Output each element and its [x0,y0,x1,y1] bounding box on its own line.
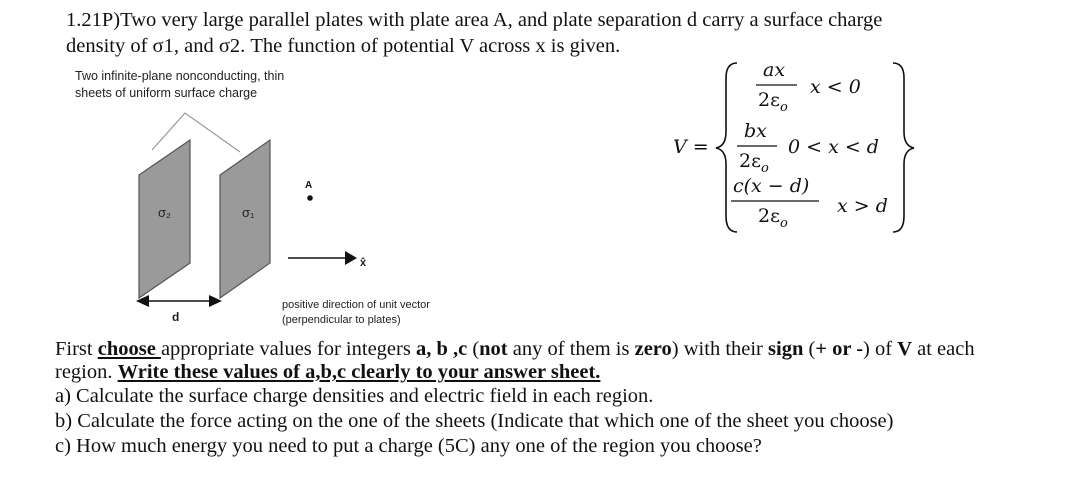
case3-numerator: c(x − d) [733,175,810,197]
p1-mid6: ) of [863,338,898,360]
case1-condition: x < 0 [810,76,861,98]
unit-vector-label: x̂ [360,257,367,269]
instruction-paragraph-line1 [55,337,975,361]
p1-not: not [479,338,508,360]
case2-numerator: bx [744,120,767,142]
case1-denominator [758,89,788,115]
equation-lhs: V = [673,136,709,158]
case1-den-main: 2ε [758,89,780,111]
p2-bold: Write these values of a,b,c clearly to your answer sheet. [117,361,601,383]
case3-denominator [758,205,788,231]
p2-start: region. [55,361,118,383]
p1-zero: zero [634,338,672,360]
case2-den-sub: o [760,160,769,176]
p1-plusminus: + or - [815,338,864,360]
plate-left-label: σ₂ [158,205,172,220]
question-b: b) Calculate the force acting on the one of the sheets (Indicate that which one of the sheet you choose) [55,410,894,432]
p1-mid4: ) with their [671,338,769,360]
p1-first: First [55,338,98,360]
plate-right-label: σ₁ [242,205,255,220]
question-a: a) Calculate the surface charge densities and electric field in each region. [55,385,654,407]
direction-caption-line2: (perpendicular to plates) [282,314,401,326]
figure-caption-line2: sheets of uniform surface charge [75,86,258,100]
figure-caption-line1: Two infinite-plane nonconducting, thin [75,69,285,83]
point-a-label: A [305,180,313,191]
p1-choose: choose [97,338,161,360]
separation-label: d [172,310,180,324]
case3-den-sub: o [779,215,788,231]
p1-mid5: ( [803,338,816,360]
direction-caption-line1: positive direction of unit vector [282,299,430,311]
right-curly-brace [893,63,914,232]
problem-title-line2: density of σ1, and σ2. The function of potential V across x is given. [66,35,621,57]
p1-mid1: appropriate values for integers [160,338,416,360]
case2-den-main: 2ε [739,150,761,172]
case1-numerator: ax [763,59,786,81]
case3-condition: x > d [837,195,888,217]
problem-title-line1: 1.21P)Two very large parallel plates with plate area A, and plate separation d carry a surface charge [66,9,883,31]
case3-den-main: 2ε [758,205,780,227]
instruction-paragraph-line2 [55,360,600,384]
case2-condition: 0 < x < d [788,136,879,158]
p1-mid2: ( [467,338,480,360]
left-curly-brace [716,63,737,232]
case2-denominator [739,150,769,176]
p1-end: at each [912,338,975,360]
p1-mid3: any of them is [507,338,635,360]
p1-V: V [897,338,913,360]
p1-abc: a, b ,c [415,338,468,360]
question-c: c) How much energy you need to put a charge (5C) any one of the region you choose? [55,435,762,457]
case1-den-sub: o [779,99,788,115]
p1-sign: sign [768,338,804,360]
